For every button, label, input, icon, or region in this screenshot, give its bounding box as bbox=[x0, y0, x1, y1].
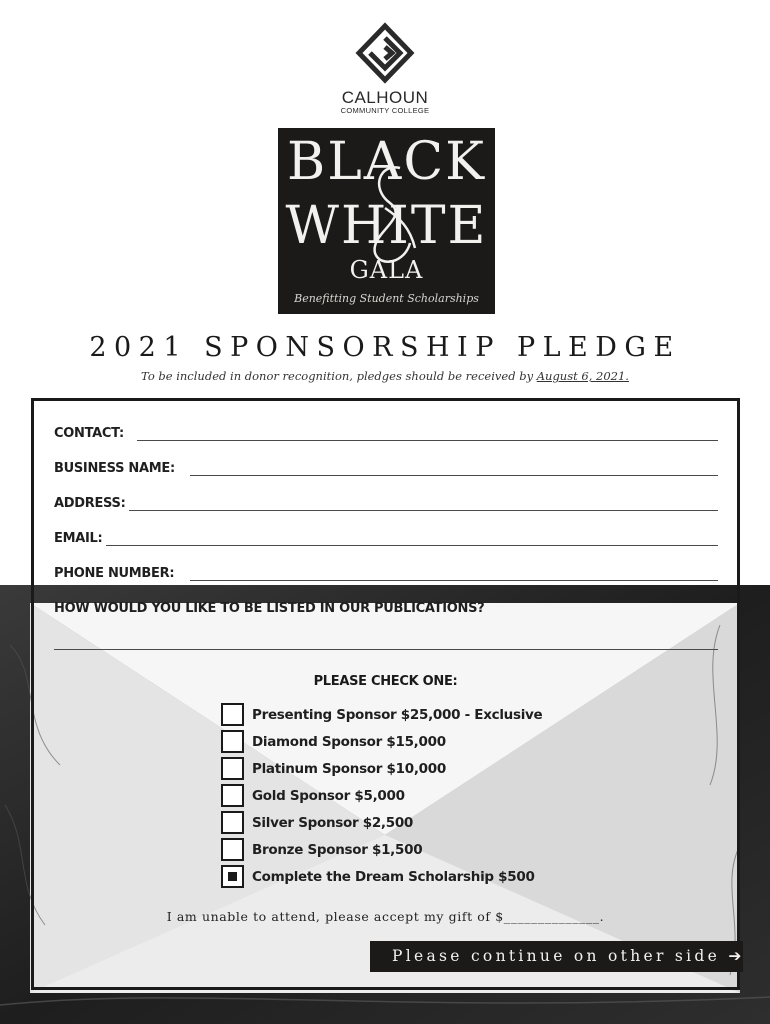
address-field[interactable] bbox=[129, 510, 718, 511]
business-name-label: BUSINESS NAME: bbox=[54, 461, 175, 476]
checkbox-checked[interactable] bbox=[221, 865, 244, 888]
phone-number-field[interactable] bbox=[190, 580, 718, 581]
college-subtitle: COMMUNITY COLLEGE bbox=[340, 106, 430, 115]
continue-banner: Please continue on other side ➔ bbox=[370, 941, 743, 972]
pledge-form bbox=[31, 398, 745, 990]
check-mark bbox=[228, 872, 237, 881]
business-name-field[interactable] bbox=[190, 475, 718, 476]
option-label: Silver Sponsor $2,500 bbox=[252, 815, 414, 831]
listing-field[interactable] bbox=[54, 649, 718, 650]
page-title: 2021 SPONSORSHIP PLEDGE bbox=[89, 332, 681, 363]
gift-line: I am unable to attend, please accept my gift of $______________. bbox=[166, 909, 605, 924]
gala-word-black: BLACK bbox=[287, 132, 486, 192]
address-label: ADDRESS: bbox=[54, 496, 126, 511]
gala-title-block bbox=[278, 128, 495, 314]
gala-word-white: WHITE bbox=[285, 196, 488, 256]
gala-tagline: Benefitting Student Scholarships bbox=[294, 292, 479, 305]
calhoun-diamond-logo-icon bbox=[355, 22, 415, 84]
option-label: Gold Sponsor $5,000 bbox=[252, 788, 405, 804]
checkbox[interactable] bbox=[221, 730, 244, 753]
deadline-note bbox=[0, 368, 770, 384]
checkbox[interactable] bbox=[221, 757, 244, 780]
option-label: Bronze Sponsor $1,500 bbox=[252, 842, 423, 858]
college-logo bbox=[0, 22, 770, 115]
option-label: Complete the Dream Scholarship $500 bbox=[252, 869, 535, 885]
gala-word-gala: GALA bbox=[349, 256, 424, 284]
deadline-date: August 6, 2021. bbox=[536, 369, 629, 383]
option-label: Presenting Sponsor $25,000 - Exclusive bbox=[252, 707, 543, 723]
phone-number-label: PHONE NUMBER: bbox=[54, 566, 175, 581]
checkbox[interactable] bbox=[221, 811, 244, 834]
checkbox[interactable] bbox=[221, 784, 244, 807]
deadline-text: To be included in donor recognition, pledges should be received by bbox=[141, 369, 537, 383]
listing-label: HOW WOULD YOU LIKE TO BE LISTED IN OUR PUBLICATIONS? bbox=[54, 601, 485, 616]
contact-label: CONTACT: bbox=[54, 426, 124, 441]
option-label: Platinum Sponsor $10,000 bbox=[252, 761, 446, 777]
option-label: Diamond Sponsor $15,000 bbox=[252, 734, 446, 750]
checkbox[interactable] bbox=[221, 838, 244, 861]
contact-field[interactable] bbox=[137, 440, 718, 441]
checkbox[interactable] bbox=[221, 703, 244, 726]
email-field[interactable] bbox=[106, 545, 718, 546]
email-label: EMAIL: bbox=[54, 531, 103, 546]
check-one-title: PLEASE CHECK ONE: bbox=[313, 674, 458, 689]
college-name: CALHOUN bbox=[341, 88, 429, 107]
